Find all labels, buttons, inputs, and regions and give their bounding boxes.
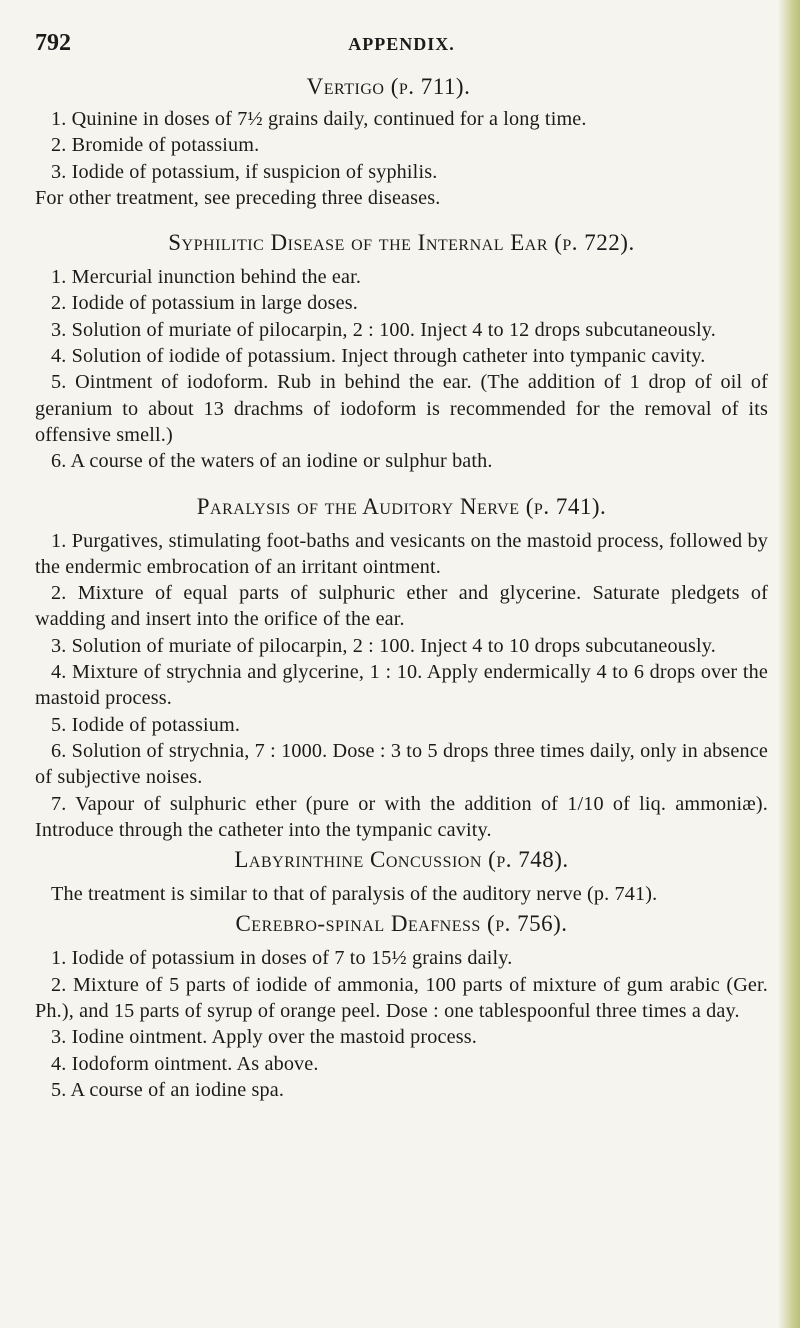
list-item: 2. Mixture of 5 parts of iodide of ammonia, 100 parts of mixture of gum arabic (Ger. Ph.), and 15 parts of syrup of orange peel. Dose : one tablespoonful three times a day.: [35, 973, 768, 1023]
list-item: 1. Mercurial inunction behind the ear.: [51, 266, 362, 289]
page-edge: [778, 0, 800, 1328]
list-item: 5. A course of an iodine spa.: [51, 1078, 285, 1101]
section-syphilitic: [35, 264, 768, 474]
list-item: 4. Mixture of strychnia and glycerine, 1 : 10. Apply endermically 4 to 6 drops over the mastoid process.: [35, 661, 768, 710]
list-item: 6. Solution of strychnia, 7 : 1000. Dose : 3 to 5 drops three times daily, only in absence of subjective noises.: [35, 739, 768, 789]
section-heading-vertigo: Vertigo (p. 711).: [306, 74, 471, 99]
section-heading-paralysis: Paralysis of the Auditory Nerve (p. 741).: [196, 493, 607, 519]
list-item: 4. Solution of iodide of potassium. Inject through catheter into tympanic cavity.: [51, 345, 706, 368]
page-header: [35, 30, 768, 60]
section-heading-labyrinthine: Labyrinthine Concussion (p. 748).: [234, 847, 569, 873]
section-labyrinthine: [35, 881, 768, 907]
list-item: 2. Iodide of potassium in large doses.: [51, 292, 358, 315]
list-item: 1. Purgatives, stimulating foot-baths and vesicants on the mastoid process, followed by the endermic embrocation of an irritant ointment.: [35, 529, 768, 578]
list-item: The treatment is similar to that of paralysis of the auditory nerve (p. 741).: [51, 883, 658, 906]
list-item: 5. Ointment of iodoform. Rub in behind the ear. (The addition of 1 drop of oil of geranium to about 13 drachms of iodoform is recommended for the removal of its offensive smell.): [35, 371, 768, 446]
book-page: [35, 30, 768, 1103]
list-item: 2. Mixture of equal parts of sulphuric ether and glycerine. Saturate pledgets of wadding and insert into the orifice of the ear.: [35, 582, 768, 631]
list-item: 3. Solution of muriate of pilocarpin, 2 : 100. Inject 4 to 10 drops subcutaneously.: [51, 634, 716, 657]
list-item: 3. Iodine ointment. Apply over the mastoid process.: [51, 1026, 477, 1049]
section-cerebro-spinal: [35, 945, 768, 1103]
section-heading-cerebro-spinal: Cerebro-spinal Deafness (p. 756).: [235, 911, 568, 937]
page-number: 792: [35, 30, 71, 56]
list-item: 1. Iodide of potassium in doses of 7 to 15½ grains daily.: [51, 947, 513, 970]
list-item: For other treatment, see preceding three diseases.: [35, 186, 441, 209]
list-item: 2. Bromide of potassium.: [51, 134, 260, 157]
running-title: APPENDIX.: [348, 34, 455, 54]
list-item: 3. Solution of muriate of pilocarpin, 2 : 100. Inject 4 to 12 drops subcutaneously.: [51, 318, 716, 341]
list-item: 3. Iodide of potassium, if suspicion of syphilis.: [51, 160, 438, 183]
list-item: 1. Quinine in doses of 7½ grains daily, continued for a long time.: [51, 108, 587, 130]
list-item: 7. Vapour of sulphuric ether (pure or with the addition of 1/10 of liq. ammoniæ). Introduce through the catheter into the tympanic cavity.: [35, 792, 768, 841]
section-vertigo: [35, 106, 768, 211]
section-paralysis: [35, 528, 768, 844]
section-heading-syphilitic: Syphilitic Disease of the Internal Ear (p. 722).: [168, 230, 635, 256]
list-item: 4. Iodoform ointment. As above.: [51, 1052, 319, 1075]
list-item: 5. Iodide of potassium.: [51, 713, 241, 736]
list-item: 6. A course of the waters of an iodine or sulphur bath.: [51, 450, 493, 473]
